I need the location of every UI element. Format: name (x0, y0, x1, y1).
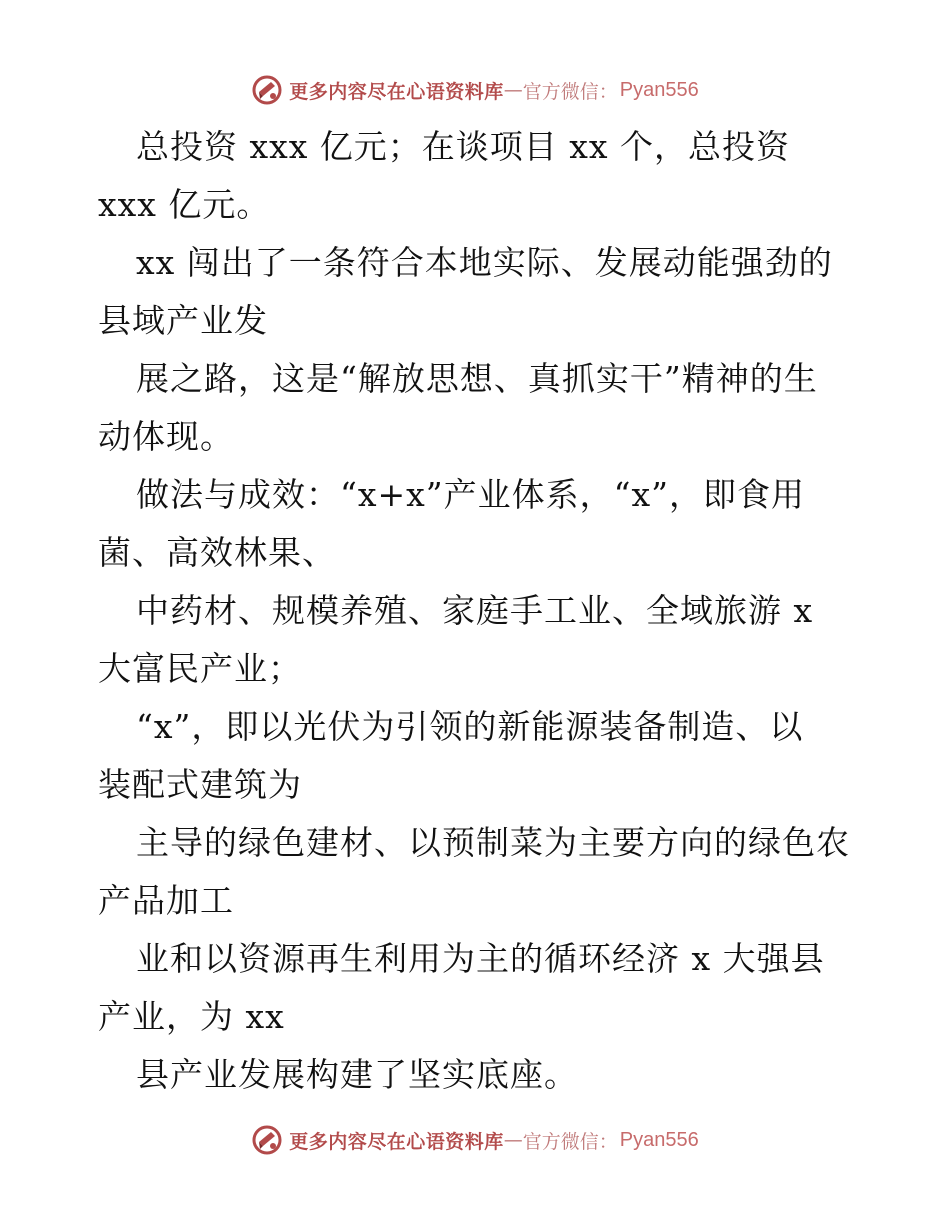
logo-icon (251, 74, 283, 106)
banner-wechat-label: 官方微信： (522, 1130, 618, 1153)
document-body (98, 118, 868, 1104)
text-line: 大富民产业； (98, 649, 302, 688)
text-line: 菌、高效林果、 (98, 533, 336, 572)
text-line: 展之路，这是“解放思想、真抓实干”精神的生 (136, 359, 818, 398)
banner-separator: — (503, 1129, 523, 1151)
text-line: 县产业发展构建了坚实底座。 (136, 1055, 578, 1094)
banner-wechat-label: 官方微信： (522, 80, 618, 103)
text-line: “x”，即以光伏为引领的新能源装备制造、以 (136, 707, 804, 746)
text-line: 业和以资源再生利用为主的循环经济 x 大强县 (136, 939, 825, 978)
text-line: xx 闯出了一条符合本地实际、发展动能强劲的 (136, 243, 833, 282)
text-line: 装配式建筑为 (98, 765, 302, 804)
footer-banner (0, 1120, 950, 1160)
text-line: 主导的绿色建材、以预制菜为主要方向的绿色农 (136, 823, 850, 862)
text-line: 总投资 xxx 亿元；在谈项目 xx 个，总投资 (136, 127, 791, 166)
banner-wechat-handle: Pyan556 (619, 1128, 699, 1151)
banner-title: 更多内容尽在心语资料库 (289, 1130, 504, 1153)
text-line: 动体现。 (98, 417, 234, 456)
text-line: 产品加工 (98, 881, 234, 920)
banner-wechat-handle: Pyan556 (619, 78, 699, 101)
text-line: 中药材、规模养殖、家庭手工业、全域旅游 x (136, 591, 814, 630)
text-line: 产业，为 xx (98, 997, 285, 1036)
banner-title: 更多内容尽在心语资料库 (289, 80, 504, 103)
logo-icon (251, 1124, 283, 1156)
text-line: 做法与成效：“x+x”产业体系，“x”，即食用 (136, 475, 805, 514)
text-line: 县域产业发 (98, 301, 268, 340)
header-banner (0, 70, 950, 110)
banner-separator: — (503, 79, 523, 101)
text-line: xxx 亿元。 (98, 185, 271, 224)
